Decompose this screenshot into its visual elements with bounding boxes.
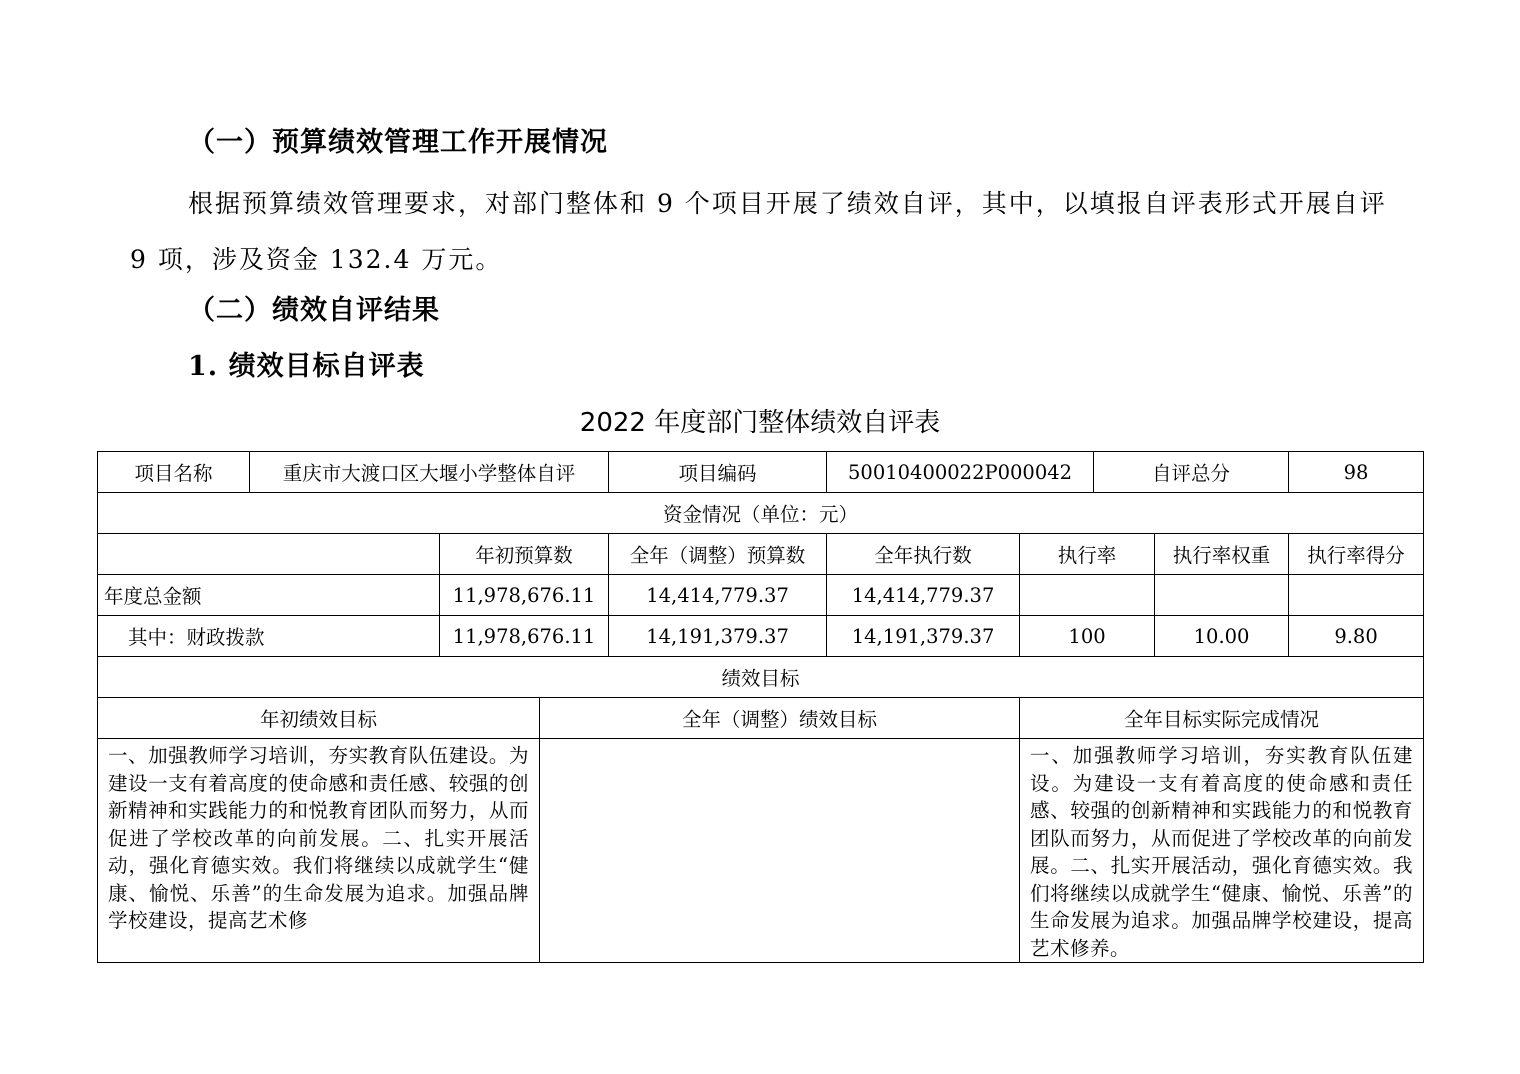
funds-header: 资金情况（单位：元） (98, 493, 1424, 534)
goal-actual-text: 一、加强教师学习培训，夯实教育队伍建设。为建设一支有着高度的使命感和责任感、较强的创新精神和实践能力的和悦教育团队而努力，从而促进了学校改革的向前发展。二、扎实开展活动，强化育德实效。我们将继续以成就学生“健康、愉悦、乐善”的生命发展为追求。加强品牌学校建设，提高艺术修养。 (1020, 739, 1424, 963)
project-code-value: 50010400022P000042 (827, 452, 1094, 493)
table-row-fiscal (98, 616, 1424, 657)
table-row-funds-header (98, 493, 1424, 534)
table-row-goals-content (98, 739, 1424, 963)
intro-paragraph: 根据预算绩效管理要求，对部门整体和 9 个项目开展了绩效自评，其中，以填报自评表形式开展自评 9 项，涉及资金 132.4 万元。 (130, 189, 1387, 274)
funds-col-executed: 全年执行数 (827, 534, 1020, 575)
goal-adjusted-text (540, 739, 1020, 963)
section-heading-budget-management: （一）预算绩效管理工作开展情况 (188, 127, 608, 158)
fiscal-executed: 14,191,379.37 (827, 616, 1020, 657)
total-score-value: 98 (1289, 452, 1424, 493)
section-heading-self-evaluation-results: （二）绩效自评结果 (188, 295, 440, 326)
fiscal-weight: 10.00 (1155, 616, 1289, 657)
goals-header: 绩效目标 (98, 657, 1424, 698)
fiscal-rate: 100 (1020, 616, 1155, 657)
funds-col-weight: 执行率权重 (1155, 534, 1289, 575)
funds-col-blank (98, 534, 440, 575)
table-row-total (98, 575, 1424, 616)
table-row-goals-header (98, 657, 1424, 698)
fiscal-initial: 11,978,676.11 (440, 616, 609, 657)
table-row-project-info (98, 452, 1424, 493)
total-adjusted: 14,414,779.37 (609, 575, 827, 616)
total-score-label: 自评总分 (1094, 452, 1289, 493)
total-label: 年度总金额 (98, 575, 440, 616)
table-row-goals-columns (98, 698, 1424, 739)
total-weight (1155, 575, 1289, 616)
section-heading-goal-table: 1. 绩效目标自评表 (188, 351, 425, 382)
fiscal-adjusted: 14,191,379.37 (609, 616, 827, 657)
project-name-value: 重庆市大渡口区大堰小学整体自评 (250, 452, 609, 493)
project-code-label: 项目编码 (609, 452, 827, 493)
table-row-funds-columns (98, 534, 1424, 575)
goals-col-adjusted: 全年（调整）绩效目标 (540, 698, 1020, 739)
funds-col-adjusted: 全年（调整）预算数 (609, 534, 827, 575)
total-initial: 11,978,676.11 (440, 575, 609, 616)
total-rate (1020, 575, 1155, 616)
fiscal-score: 9.80 (1289, 616, 1424, 657)
goals-col-initial: 年初绩效目标 (98, 698, 540, 739)
goals-col-actual: 全年目标实际完成情况 (1020, 698, 1424, 739)
fiscal-label: 其中：财政拨款 (98, 616, 440, 657)
table-title: 2022 年度部门整体绩效自评表 (579, 408, 941, 438)
total-executed: 14,414,779.37 (827, 575, 1020, 616)
funds-col-score: 执行率得分 (1289, 534, 1424, 575)
total-score (1289, 575, 1424, 616)
funds-col-rate: 执行率 (1020, 534, 1155, 575)
funds-col-initial: 年初预算数 (440, 534, 609, 575)
evaluation-table (97, 451, 1424, 963)
project-name-label: 项目名称 (98, 452, 250, 493)
goal-initial-text: 一、加强教师学习培训，夯实教育队伍建设。为建设一支有着高度的使命感和责任感、较强的创新精神和实践能力的和悦教育团队而努力，从而促进了学校改革的向前发展。二、扎实开展活动，强化育德实效。我们将继续以成就学生“健康、愉悦、乐善”的生命发展为追求。加强品牌学校建设，提高艺术修 (98, 739, 540, 963)
